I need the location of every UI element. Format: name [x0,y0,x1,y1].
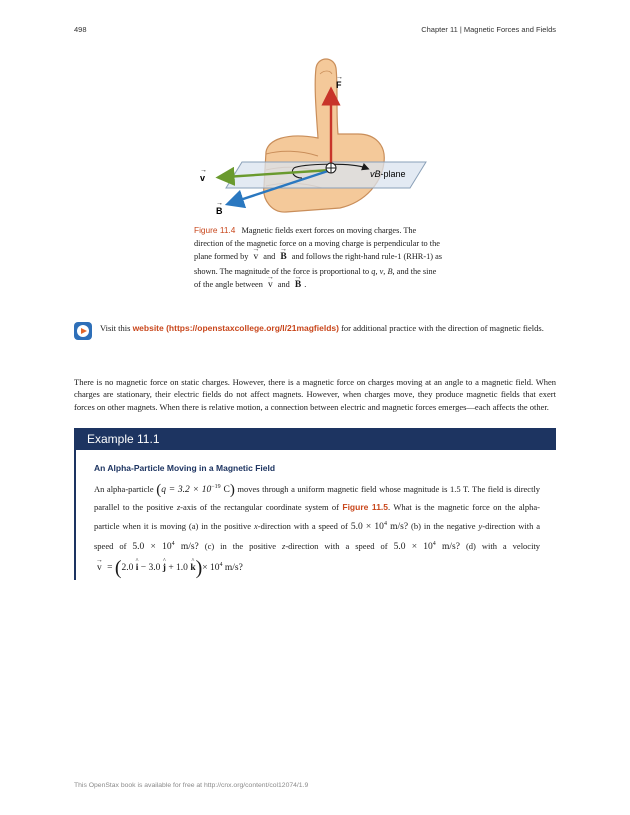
openstax-interactive-icon [74,322,92,340]
example-title: Example 11.1 [87,432,160,446]
figure-caption: Figure 11.4 Magnetic fields exert forces on moving charges. The direction of the magnetic force on a moving charge is perpendicular to the plane formed by → v and → B and follows the right-hand rule-1 (RHR-1) as shown. The magnitude of the force is proportional to q, v, B, and the sine of the angle between → v and → B . [194,224,442,292]
figure-reference-link[interactable]: Figure 11.5 [342,502,389,513]
right-hand-rule-illustration [190,50,450,220]
charge-expression: ($q = 3.2 \times 10^{-19}$ C) [156,482,235,499]
website-link[interactable]: website (https://openstaxcollege.org/l/21magfields) [132,323,339,333]
velocity-expression: → v = (2.0 ^ i − 3.0 ^ j + 1.0 ^ $k)\times 10^4$ m/s? [94,563,243,573]
example-left-rule [74,450,76,580]
label-v: v [200,173,206,183]
figure-right-hand-rule [190,50,450,220]
label-F: F [336,80,342,90]
svg-text:→: → [200,167,207,174]
label-B: B [216,206,223,216]
interactive-link-note: Visit this website (https://openstaxcollege.org/l/21magfields) for additional practice with the direction of magnetic fields. [74,322,560,334]
page-number: 498 [74,25,87,34]
running-header: Chapter 11 | Magnetic Forces and Fields [421,25,556,34]
svg-text:→: → [336,74,343,81]
example-problem-text: An alpha-particle ($q = 3.2 \times 10^{-19}$ C) moves through a uniform magnetic field whose magnitude is 1.5 T. The field is directly parallel to the positive z-axis of the rectangular coordinate system of Figure 11.5. What is the magnetic force on the alpha-particle when it is moving (a) in the positive x-direction with a speed of $5.0 \times 10^4$ m/s? (b) in the negative y-direction with a speed of $5.0 \times 10^4$ m/s? (c) in the positive z-direction with a speed of $5.0 \times 10^4$ m/s? (d) with a velocity → v = (2.0 ^ i − 3.0 ^ j + 1.0 ^ $k)\times 10^4$ m/s? [94,479,540,577]
vector-B: → B [277,251,289,264]
body-paragraph: There is no magnetic force on static charges. However, there is a magnetic force on charges moving at an angle to a magnetic field. When charges are stationary, their electric fields do not affect magnets. However, when charges move, they produce magnetic fields that exert forces on other magnets. When there is relative motion, a connection between electric and magnetic forces emerges—each affects the other. [74,377,556,412]
page-footer: This OpenStax book is available for free at http://cnx.org/content/col12074/1.9 [74,782,309,789]
vector-v: → v [250,251,261,264]
example-header [74,428,556,450]
svg-text:→: → [216,200,223,207]
figure-number: Figure 11.4 [194,225,236,235]
example-heading: An Alpha-Particle Moving in a Magnetic Field [94,463,276,473]
example-body [94,463,540,577]
label-vb-plane: vB-plane [370,169,406,179]
hand-shape [264,59,385,212]
vector-B: → B [292,279,304,292]
vector-v: → v [265,279,276,292]
